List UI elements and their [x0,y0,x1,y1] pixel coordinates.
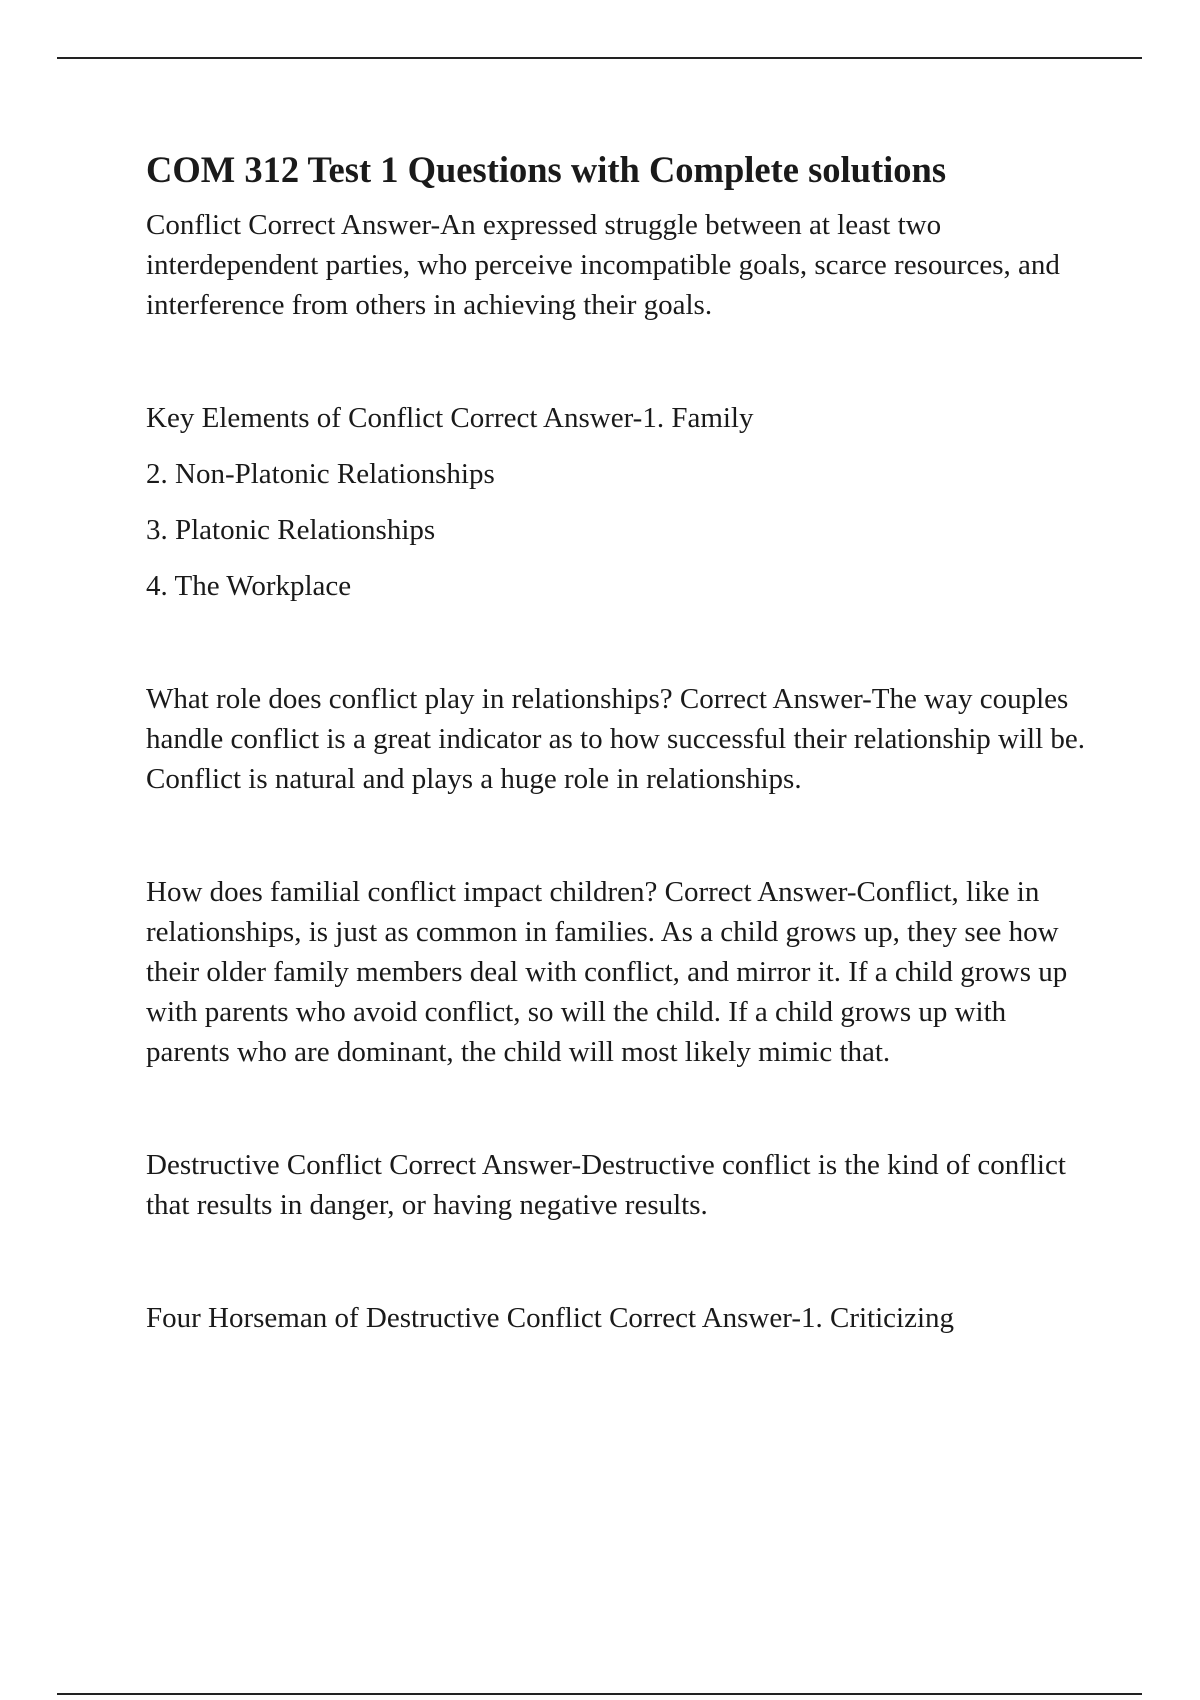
list-item: 3. Platonic Relationships [146,514,436,546]
document-body [146,145,1096,1338]
list-item: 4. The Workplace [146,570,352,602]
spacer [146,799,1096,872]
spacer [146,606,1096,679]
entry-four-horseman: Four Horseman of Destructive Conflict Correct Answer-1. Criticizing [146,1302,955,1334]
spacer [146,494,1096,510]
spacer [146,550,1096,566]
entry-conflict: Conflict Correct Answer-An expressed struggle between at least two interdependent parties, who perceive incompatible goals, scarce resources, and interference from others in achieving their goals. [146,209,1060,321]
spacer [146,325,1096,398]
entry-role-of-conflict: What role does conflict play in relationships? Correct Answer-The way couples handle conflict is a great indicator as to how successful their relationship will be. Conflict is natural and plays a huge role in relationships. [146,683,1086,795]
entry-destructive-conflict: Destructive Conflict Correct Answer-Destructive conflict is the kind of conflict that results in danger, or having negative results. [146,1149,1066,1221]
entry-familial-conflict: How does familial conflict impact children? Correct Answer-Conflict, like in relationships, is just as common in families. As a child grows up, they see how their older family members deal with conflict, and mirror it. If a child grows up with parents who avoid conflict, so will the child. If a child grows up with parents who are dominant, the child will most likely mimic that. [146,876,1068,1068]
top-rule [57,57,1142,59]
bottom-rule [57,1693,1142,1695]
document-title: COM 312 Test 1 Questions with Complete solutions [146,149,947,190]
spacer [146,1225,1096,1298]
entry-key-elements: Key Elements of Conflict Correct Answer-1. Family [146,402,754,434]
list-item: 2. Non-Platonic Relationships [146,458,495,490]
spacer [146,1072,1096,1145]
spacer [146,438,1096,454]
